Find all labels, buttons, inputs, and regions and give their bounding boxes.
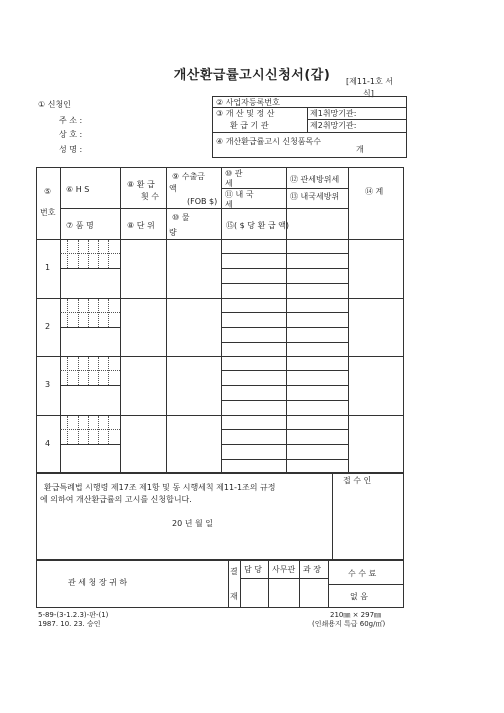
col-export-3: (FOB $) xyxy=(187,197,218,206)
footer-size: 210㎜ × 297㎜ xyxy=(330,611,382,619)
bank-label-1: ③ 개 산 및 정 산 xyxy=(216,109,275,118)
biz-no-label: ② 사업자등록번호 xyxy=(216,98,280,107)
approval-officer: 사무관 xyxy=(272,565,296,574)
row-number: 2 xyxy=(45,322,51,331)
footer-code: 5-89-(3-1.2.3)-판-(1) xyxy=(38,611,109,619)
col-qty-2: 량 xyxy=(169,228,177,237)
date-line: 20 년 월 일 xyxy=(172,519,213,528)
row-number: 1 xyxy=(45,263,51,272)
address-label: 주 소 : xyxy=(59,116,83,125)
approval-col-1: 결 xyxy=(230,567,238,576)
col-refund-times-1: ⑧ 환 급 xyxy=(127,180,155,189)
footer-paper: (인쇄용지 특급 60g/㎡) xyxy=(312,620,386,628)
statement-line-1: 환급특례법 시행령 제17조 제1항 및 동 시행세칙 제11-1조의 규정 xyxy=(44,483,276,492)
col-hs: ⑥ H S xyxy=(66,185,90,194)
col-unit: ⑧ 단 위 xyxy=(127,221,155,230)
bank-label-2: 환 급 기 관 xyxy=(230,121,269,130)
approval-staff: 담 당 xyxy=(244,565,262,574)
col-domestic-1: ⑪ 내 국 xyxy=(225,190,254,199)
col-item: ⑦ 품 명 xyxy=(66,221,94,230)
col-no-2: 번호 xyxy=(40,208,56,217)
col-domestic-2: 세 xyxy=(225,200,233,209)
col-per-dollar: ⑮( $ 당 환 급 액) xyxy=(226,221,289,230)
fee-label: 수 수 료 xyxy=(348,569,377,578)
form-ref: [제11-1호 서 xyxy=(346,77,394,86)
row-number: 4 xyxy=(45,439,51,448)
col-export-1: ⑨ 수출금 xyxy=(172,172,205,181)
row-number: 3 xyxy=(45,380,51,389)
footer-approved: 1987. 10. 23. 승인 xyxy=(38,620,101,628)
name-label: 성 명 : xyxy=(59,145,83,154)
col-customs-1: ⑩ 관 xyxy=(225,169,243,178)
approval-col-2: 재 xyxy=(230,592,238,601)
page-title: 개산환급률고시신청서(갑) xyxy=(173,68,331,83)
col-customs-defense: ⑫ 관세방위세 xyxy=(290,175,340,184)
count-unit: 개 xyxy=(356,145,364,154)
form-ref-cont: 식] xyxy=(363,89,374,98)
col-total: ⑭ 계 xyxy=(365,187,384,196)
col-domestic-defense: ⑬ 내국세방위 xyxy=(290,192,340,201)
addressee: 관 세 청 장 귀 하 xyxy=(68,578,128,587)
col-refund-times-2: 횟 수 xyxy=(141,192,159,201)
receipt-label: 접 수 인 xyxy=(343,476,372,485)
col-customs-2: 세 xyxy=(225,179,233,188)
col-qty-1: ⑩ 물 xyxy=(172,213,190,222)
statement-line-2: 에 의하여 개산환급률의 고시를 신청합니다. xyxy=(40,495,192,504)
company-label: 상 호 : xyxy=(59,130,83,139)
col-export-2: 액 xyxy=(169,184,177,193)
fee-value: 없 음 xyxy=(350,592,368,601)
bank-2-field[interactable]: 제2취망기관: xyxy=(310,121,357,130)
count-label: ④ 개산환급률고시 신청품목수 xyxy=(216,137,321,146)
col-no-1: ⑤ xyxy=(44,187,52,196)
applicant-label: ① 신청인 xyxy=(38,100,71,109)
approval-chief: 과 장 xyxy=(303,565,321,574)
bank-1-field[interactable]: 제1취망기관: xyxy=(310,109,357,118)
